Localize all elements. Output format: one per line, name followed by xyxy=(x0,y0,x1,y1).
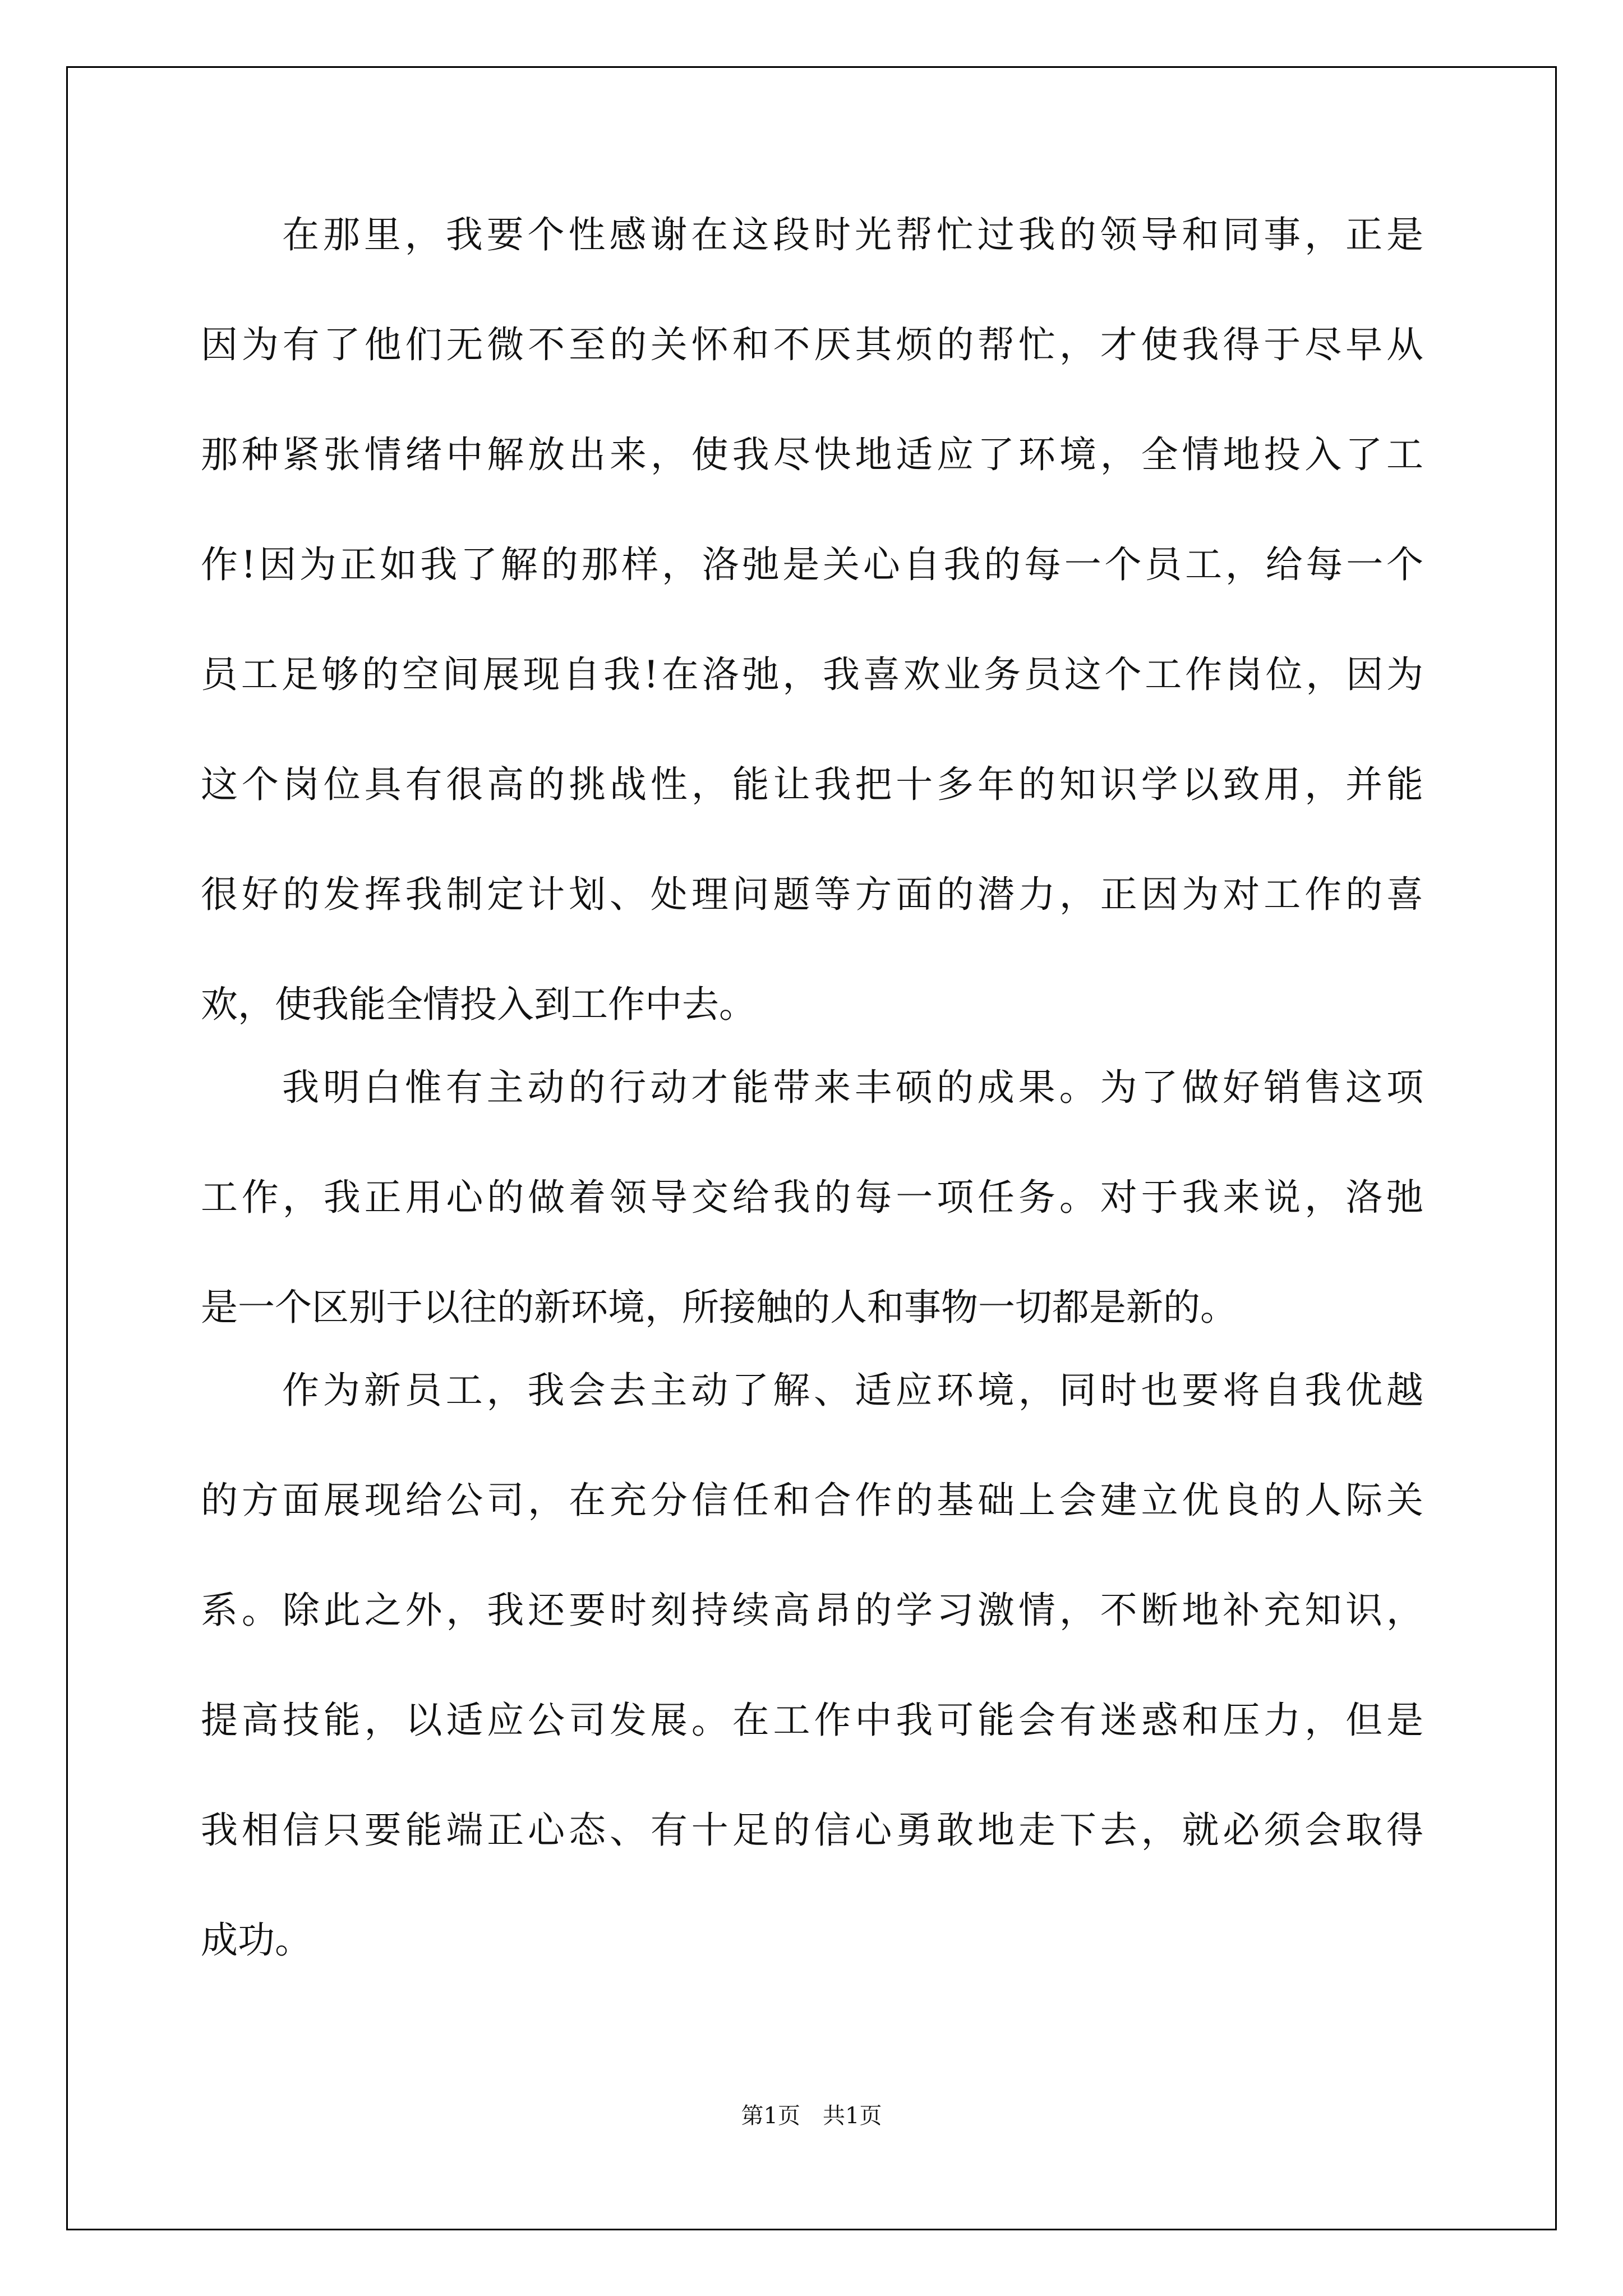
text-line: 是一个区别于以往的新环境，所接触的人和事物一切都是新的。 xyxy=(201,1286,1237,1329)
text-line: 这个岗位具有很高的挑战性，能让我把十多年的知识学以致用，并能 xyxy=(201,763,1423,806)
text-line: 我相信只要能端正心态、有十足的信心勇敢地走下去，就必须会取得 xyxy=(201,1809,1423,1852)
text-line: 成功。 xyxy=(201,1918,312,1962)
text-line: 我明白惟有主动的行动才能带来丰硕的成果。为了做好销售这项 xyxy=(282,1066,1423,1109)
text-line: 提高技能，以适应公司发展。在工作中我可能会有迷惑和压力，但是 xyxy=(201,1699,1423,1742)
document-body xyxy=(201,208,1423,1996)
text-line: 工作，我正用心的做着领导交给我的每一项任务。对于我来说，洛弛 xyxy=(201,1176,1423,1219)
text-line: 欢，使我能全情投入到工作中去。 xyxy=(201,983,756,1026)
text-line: 系。除此之外，我还要时刻持续高昂的学习激情，不断地补充知识， xyxy=(201,1589,1423,1632)
text-line: 作!因为正如我了解的那样，洛弛是关心自我的每一个员工，给每一个 xyxy=(201,543,1423,586)
text-line: 的方面展现给公司，在充分信任和合作的基础上会建立优良的人际关 xyxy=(201,1479,1423,1522)
text-line: 员工足够的空间展现自我!在洛弛，我喜欢业务员这个工作岗位，因为 xyxy=(201,653,1423,696)
paragraph-3 xyxy=(201,1363,1423,1968)
page-number-footer: 第1页 共1页 xyxy=(741,2103,882,2129)
text-line: 因为有了他们无微不至的关怀和不厌其烦的帮忙，才使我得于尽早从 xyxy=(201,323,1423,366)
text-line: 那种紧张情绪中解放出来，使我尽快地适应了环境，全情地投入了工 xyxy=(201,433,1423,476)
paragraph-1 xyxy=(201,208,1423,1032)
text-line: 很好的发挥我制定计划、处理问题等方面的潜力，正因为对工作的喜 xyxy=(201,873,1423,916)
text-line: 在那里，我要个性感谢在这段时光帮忙过我的领导和同事，正是 xyxy=(282,213,1423,256)
paragraph-2 xyxy=(201,1060,1423,1335)
text-line: 作为新员工，我会去主动了解、适应环境，同时也要将自我优越 xyxy=(282,1369,1423,1412)
